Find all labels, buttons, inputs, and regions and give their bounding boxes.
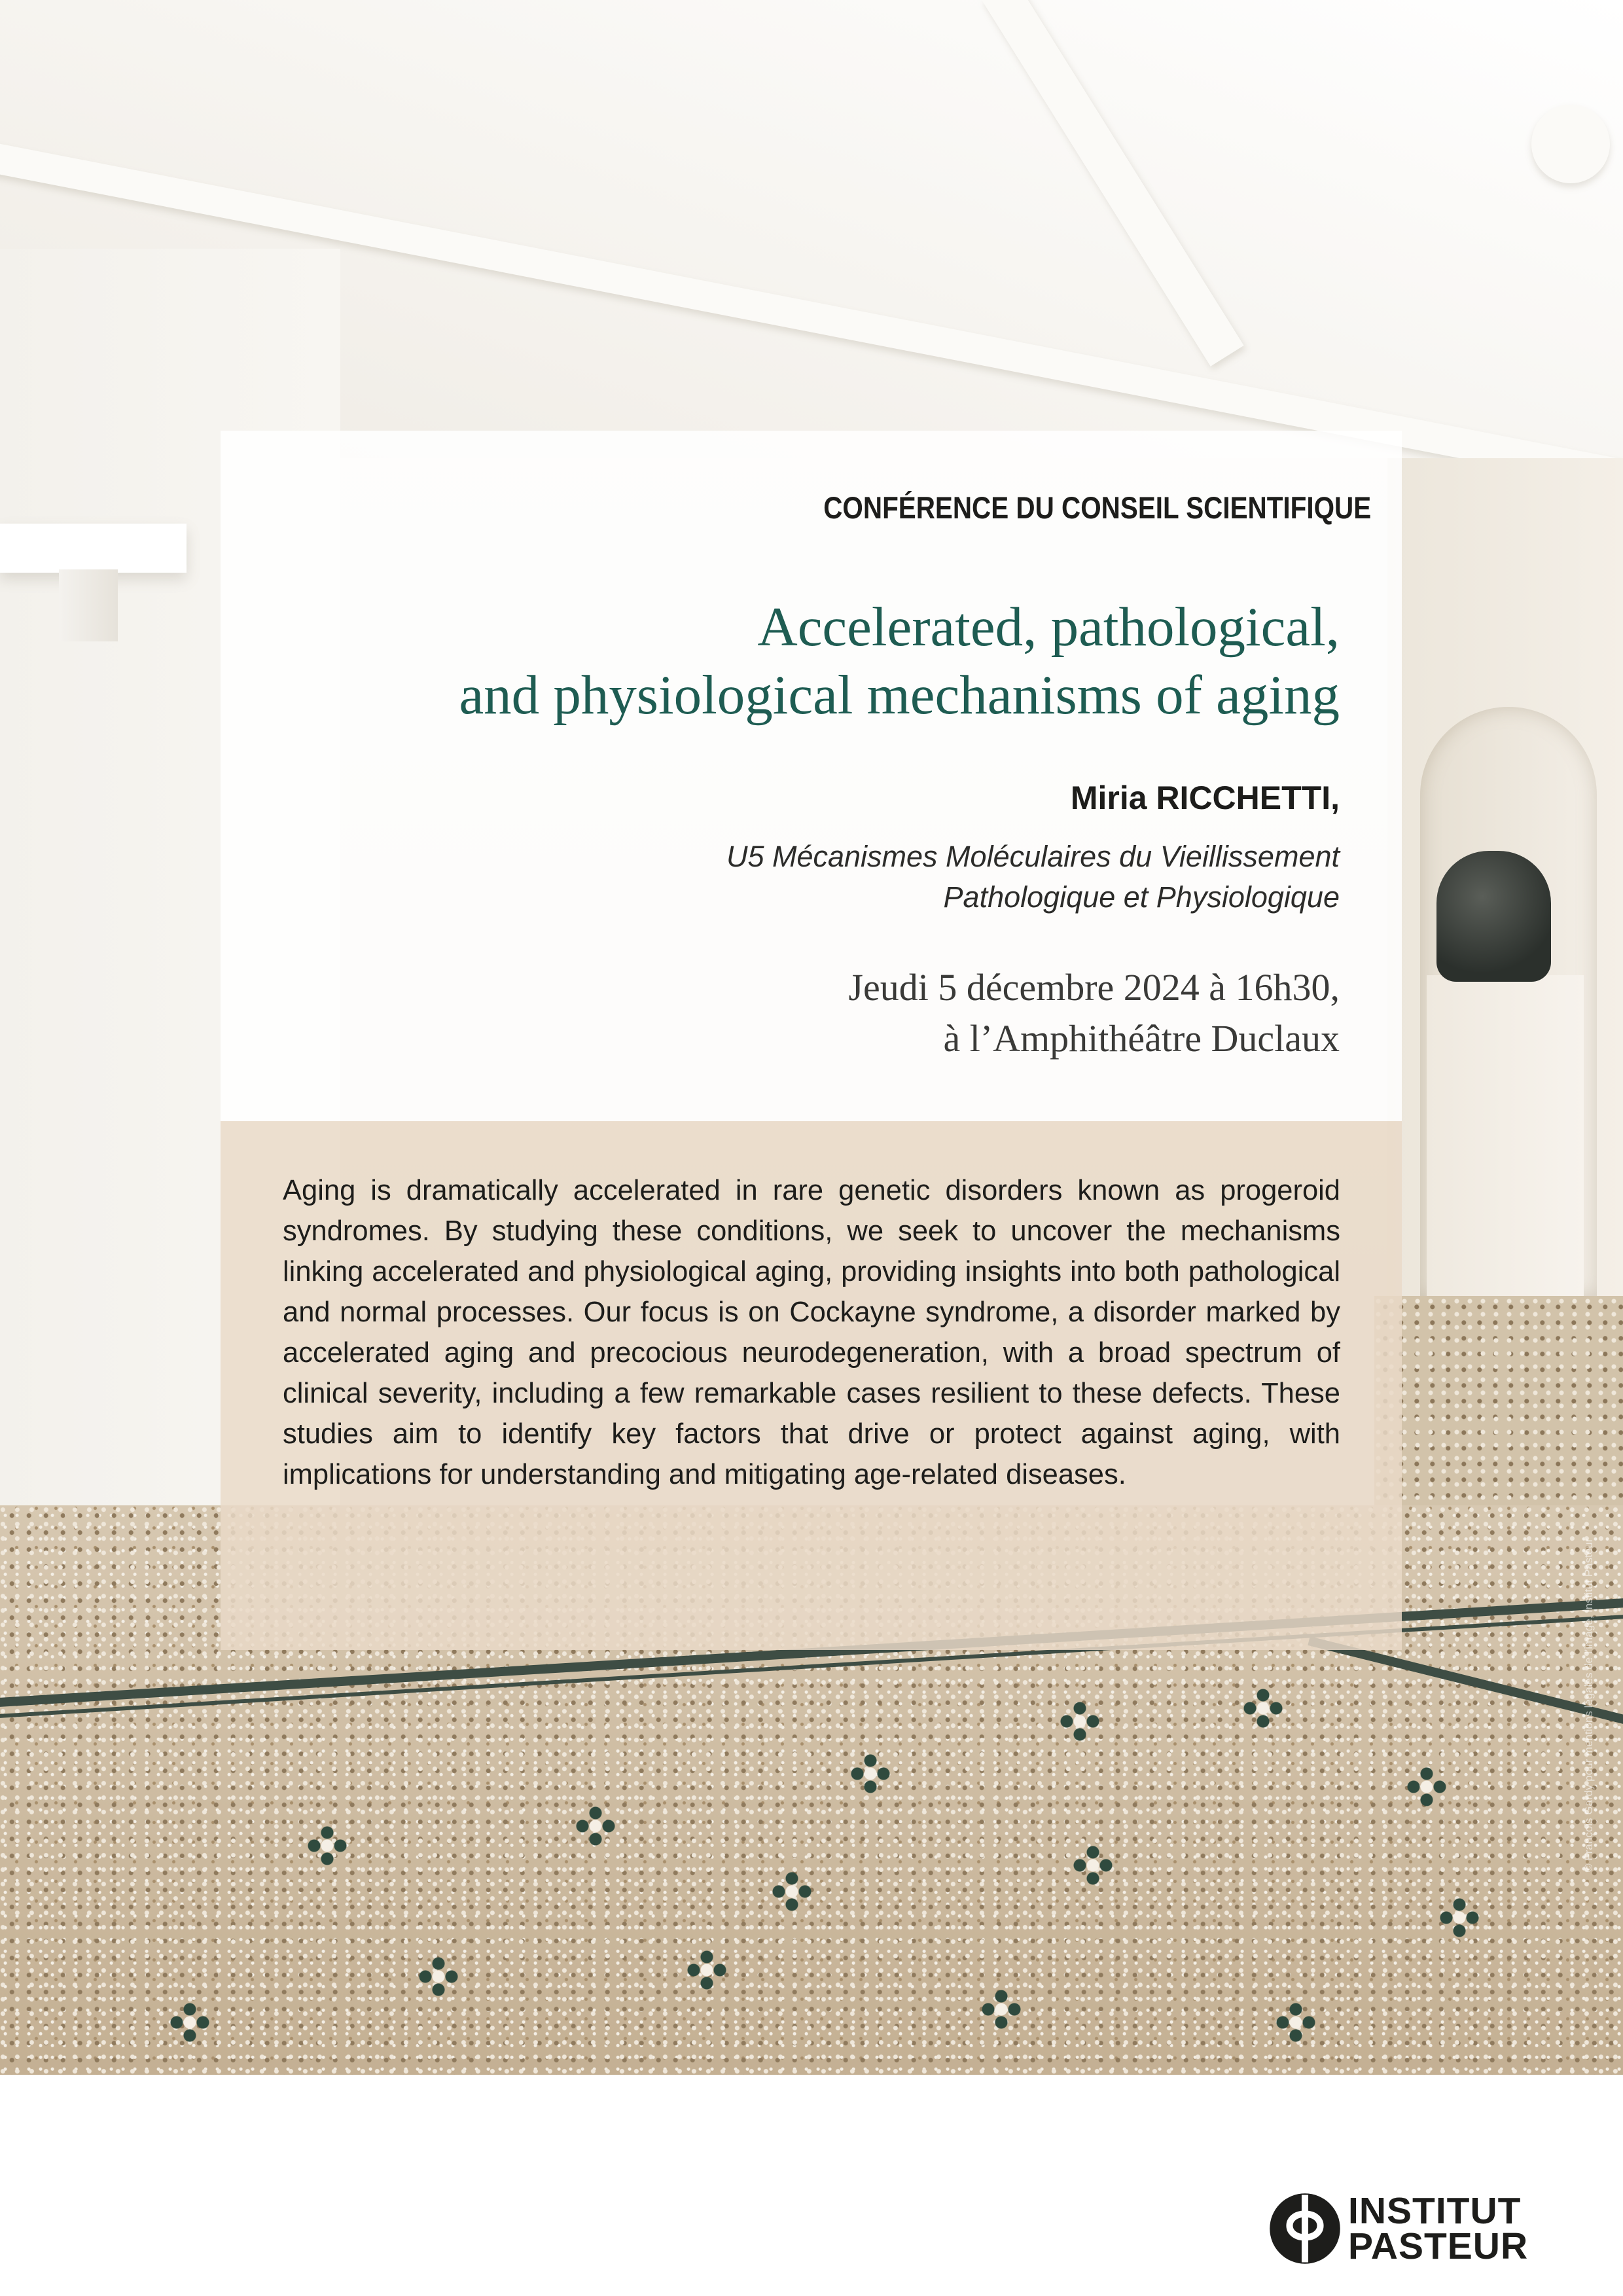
- floor-motif: [772, 1872, 812, 1911]
- logo-wordmark: [1348, 2190, 1529, 2267]
- event-date-place: [848, 962, 1340, 1064]
- talk-title-line: Accelerated, pathological,: [757, 596, 1340, 658]
- logo-line: PASTEUR: [1348, 2225, 1529, 2267]
- talk-title-line: and physiological mechanisms of aging: [459, 664, 1340, 726]
- abstract-text: Aging is dramatically accelerated in rare genetic disorders known as progeroid syndromes. By studying these conditions, we seek to uncover the mechanisms linking accelerated and physiological aging, providing insights into both pathological and normal processes. Our focus is on Cockayne syndrome, a disorder marked by accelerated aging and precocious neurodegeneration, with a broad spectrum of clinical severity, including a few remarkable cases resilient to these defects. These studies aim to identify key factors that drive or protect against aging, with implications for understanding and mitigating age-related diseases.: [283, 1175, 1340, 1490]
- logo-line: INSTITUT: [1348, 2190, 1522, 2232]
- floor-motif: [687, 1950, 726, 1990]
- pedestal: [1427, 975, 1584, 1302]
- floor-motif: [576, 1806, 615, 1846]
- affiliation-line: Pathologique et Physiologique: [943, 880, 1340, 914]
- floor-motif: [170, 2003, 209, 2042]
- floor-motif: [1276, 2003, 1315, 2042]
- speaker-name: Miria RICCHETTI,: [1070, 780, 1340, 816]
- floor-motif: [982, 1990, 1021, 2029]
- wall-lamp-stem: [59, 569, 118, 641]
- event-place: à l’Amphithéâtre Duclaux: [943, 1017, 1340, 1060]
- speaker-affiliation: [726, 836, 1340, 918]
- event-series-label: CONFÉRENCE DU CONSEIL SCIENTIFIQUE: [823, 490, 1371, 525]
- floor-motif: [1073, 1846, 1113, 1885]
- floor-motif: [1243, 1689, 1283, 1728]
- floor-motif: [308, 1826, 347, 1865]
- photo-credit: © François Gardy pour mentions légales de l’image, Institut Pasteur: [1582, 1538, 1595, 1872]
- affiliation-line: U5 Mécanismes Moléculaires du Vieillissement: [726, 840, 1340, 873]
- wall-lamp: [0, 524, 187, 573]
- floor-motif: [1060, 1702, 1099, 1741]
- floor-motif: [851, 1754, 890, 1793]
- event-date: Jeudi 5 décembre 2024 à 16h30,: [848, 966, 1340, 1009]
- institut-pasteur-logo-icon: [1268, 2192, 1342, 2265]
- bronze-bust: [1436, 851, 1551, 982]
- floor-motif: [419, 1957, 458, 1996]
- ceiling-rosette: [1531, 105, 1610, 183]
- institut-pasteur-logo: [1268, 2189, 1528, 2268]
- floor-motif: [1407, 1767, 1446, 1806]
- talk-title: [293, 593, 1340, 729]
- floor-motif: [1440, 1898, 1479, 1937]
- floor-alcove: [1374, 1296, 1623, 1512]
